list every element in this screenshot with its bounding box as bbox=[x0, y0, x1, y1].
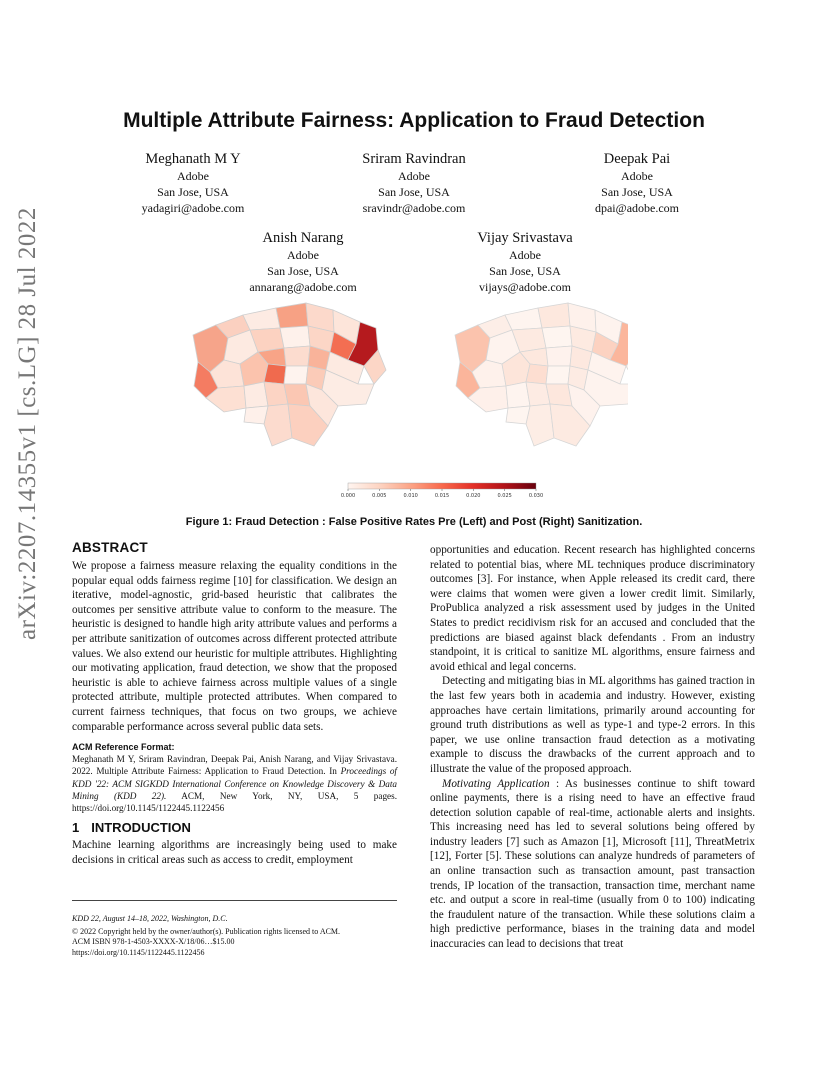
left-column bbox=[72, 540, 397, 867]
map-region bbox=[280, 326, 310, 348]
map-region bbox=[546, 384, 572, 406]
author-org: Adobe bbox=[398, 169, 430, 183]
colorbar-tick-label: 0.005 bbox=[372, 493, 387, 499]
author-location: San Jose, USA bbox=[157, 185, 229, 199]
acm-ref-heading: ACM Reference Format: bbox=[72, 742, 175, 753]
map-region bbox=[546, 366, 570, 384]
acm-ref-pre: Meghanath M Y, Sriram Ravindran, Deepak Pai, Anish Narang, and Vijay Srivastava. 2022. Multiple Attribute Fairness: Application to Fraud Detection. In bbox=[72, 754, 397, 777]
author-location: San Jose, USA bbox=[267, 264, 339, 278]
map-region bbox=[546, 346, 572, 366]
colorbar-tick-label: 0.010 bbox=[403, 493, 418, 499]
colorbar bbox=[340, 480, 550, 500]
copyright-line: © 2022 Copyright held by the owner/author(s). Publication rights licensed to ACM. bbox=[72, 926, 341, 936]
map-region bbox=[505, 308, 542, 330]
colorbar-tick-label: 0.015 bbox=[434, 493, 450, 499]
right-column bbox=[430, 543, 755, 952]
section-title: INTRODUCTION bbox=[91, 820, 191, 836]
author-email: vijays@adobe.com bbox=[478, 280, 572, 294]
arxiv-id: arXiv:2207.14355v1 [cs.LG] 28 Jul 2022 bbox=[14, 207, 41, 640]
author-location: San Jose, USA bbox=[489, 264, 561, 278]
author-block bbox=[425, 229, 625, 295]
map-region bbox=[264, 404, 292, 446]
author-name: Meghanath M Y bbox=[145, 151, 241, 167]
motivating-text: : As businesses continue to shift toward online payments, there is a rising need to have an effective fraud detection solution capable of real-time, actionable alerts and insights. This increasing need has led to several solutions being offered by industry leaders [7] such as Amazon [1], Microsoft [11], ThreatMetrix [12], Forter [5]. These solutions can analyze hundreds of parameters of an online transaction such as transaction amount, past transaction trends, IP location of the transaction, transaction time, merchant name etc. and output a score in real-time (usually from 0 to 100) indicating the fraudulent nature of the transaction. While these solutions claim a high predictive performance, biases in the training data and model inaccuracies can lead to decisions that treat bbox=[430, 777, 756, 951]
author-name: Anish Narang bbox=[262, 230, 344, 246]
map-region bbox=[244, 406, 268, 424]
map-region bbox=[284, 384, 310, 406]
author-email: dpai@adobe.com bbox=[594, 201, 680, 215]
choropleth-maps bbox=[188, 300, 628, 450]
colorbar-ramp bbox=[348, 483, 536, 489]
abstract-text: We propose a fairness measure relaxing the equality conditions in the popular equal odds fairness regime [10] for classification. We design an iterative, model-agnostic, grid-based heuristic that calibrates the outcomes per sensitive attribute value to conform to the measure. The heuristic is designed to handle high arity attribute values and performs a per attribute sanitization of outcomes across different protected attribute values. We also extend our heuristic for multiple attributes. Highlighting our motivating application, fraud detection, we show that the proposed heuristic is able to achieve fairness across multiple values of a single protected attribute, multiple protected attributes. When compared to current fairness techniques, that focus on two groups, we achieve comparable performance across several public data sets. bbox=[72, 560, 397, 733]
colorbar-tick-label: 0.030 bbox=[528, 493, 544, 499]
map-pre-sanitization bbox=[193, 303, 386, 446]
intro-heading bbox=[72, 820, 397, 835]
map-region bbox=[538, 303, 570, 328]
colorbar-tick-label: 0.025 bbox=[497, 493, 512, 499]
map-region bbox=[542, 326, 572, 348]
acm-ref-post: ACM, New York, NY, USA, 5 pages. https://doi.org/10.1145/1122445.1122456 bbox=[72, 790, 397, 813]
section-number: 1 bbox=[72, 820, 80, 836]
doi-line: https://doi.org/10.1145/1122445.1122456 bbox=[72, 947, 205, 957]
author-location: San Jose, USA bbox=[601, 185, 673, 199]
author-org: Adobe bbox=[177, 169, 209, 183]
author-email: sravindr@adobe.com bbox=[362, 201, 466, 215]
author-org: Adobe bbox=[509, 248, 541, 262]
paper-title: Multiple Attribute Fairness: Application to Fraud Detection bbox=[123, 109, 705, 132]
author-email: annarang@adobe.com bbox=[249, 280, 357, 294]
venue-line: KDD 22, August 14–18, 2022, Washington, D.C. bbox=[72, 914, 228, 923]
author-block bbox=[537, 150, 737, 216]
colorbar-tick-label: 0.020 bbox=[466, 493, 481, 499]
author-name: Sriram Ravindran bbox=[362, 151, 466, 167]
map-region bbox=[526, 364, 548, 384]
map-region bbox=[276, 303, 308, 328]
motivating-paragraph bbox=[430, 777, 755, 952]
author-block bbox=[93, 150, 293, 216]
author-location: San Jose, USA bbox=[378, 185, 450, 199]
colorbar-tick-label: 0.000 bbox=[340, 493, 356, 499]
map-post-sanitization bbox=[455, 303, 628, 446]
colorbar-ticks bbox=[341, 489, 543, 499]
abstract-heading: ABSTRACT bbox=[72, 540, 148, 555]
motivating-label: Motivating Application bbox=[442, 777, 550, 790]
body-paragraph: Detecting and mitigating bias in ML algorithms has gained traction in the last few years both in academia and industry. However, existing approaches have certain limitations, primarily around accounting for ground truth distributions as well as type-1 and type-2 errors. In this paper, we use online transaction fraud detection as a motivating example to discuss the drawbacks of the current approach and to illustrate the value of the proposed approach. bbox=[430, 675, 755, 775]
author-name: Vijay Srivastava bbox=[477, 230, 573, 246]
map-region bbox=[506, 406, 530, 424]
author-org: Adobe bbox=[287, 248, 319, 262]
intro-paragraph: Machine learning algorithms are increasingly being used to make decisions in critical areas such as access to credit, employment bbox=[72, 839, 397, 866]
map-region bbox=[243, 308, 280, 330]
acm-ref-text bbox=[72, 753, 397, 814]
author-block bbox=[203, 229, 403, 295]
author-name: Deepak Pai bbox=[603, 151, 671, 167]
body-paragraph: opportunities and education. Recent research has highlighted concerns related to potential bias, where ML techniques produce discriminatory outcomes [3]. For instance, when Apple released its credit card, there were claims that women were given a lower credit limit. Similarly, ProPublica analyzed a risk assessment used by judges in the United States to predict recidivism risk for an accused and concluded that the predictions are biased against black defendants . From an industry standpoint, it is critical to sanitize ML algorithms, ensure fairness and avoid ethical and legal concerns. bbox=[430, 544, 755, 673]
author-email: yadagiri@adobe.com bbox=[141, 201, 245, 215]
copyright-footnote bbox=[72, 914, 397, 958]
map-region bbox=[526, 404, 554, 446]
map-region bbox=[264, 364, 286, 384]
footnote-rule bbox=[72, 900, 397, 901]
author-org: Adobe bbox=[621, 169, 653, 183]
map-region bbox=[284, 346, 310, 366]
author-block bbox=[314, 150, 514, 216]
figure-caption: Figure 1: Fraud Detection : False Positive Rates Pre (Left) and Post (Right) Sanitization. bbox=[185, 516, 643, 528]
isbn-line: ACM ISBN 978-1-4503-XXXX-X/18/06…$15.00 bbox=[72, 937, 235, 946]
map-region bbox=[284, 366, 308, 384]
acm-ref-proceedings: Proceedings of KDD '22: ACM SIGKDD International Conference on Knowledge Discovery & Data Mining (KDD 22). bbox=[72, 766, 397, 801]
